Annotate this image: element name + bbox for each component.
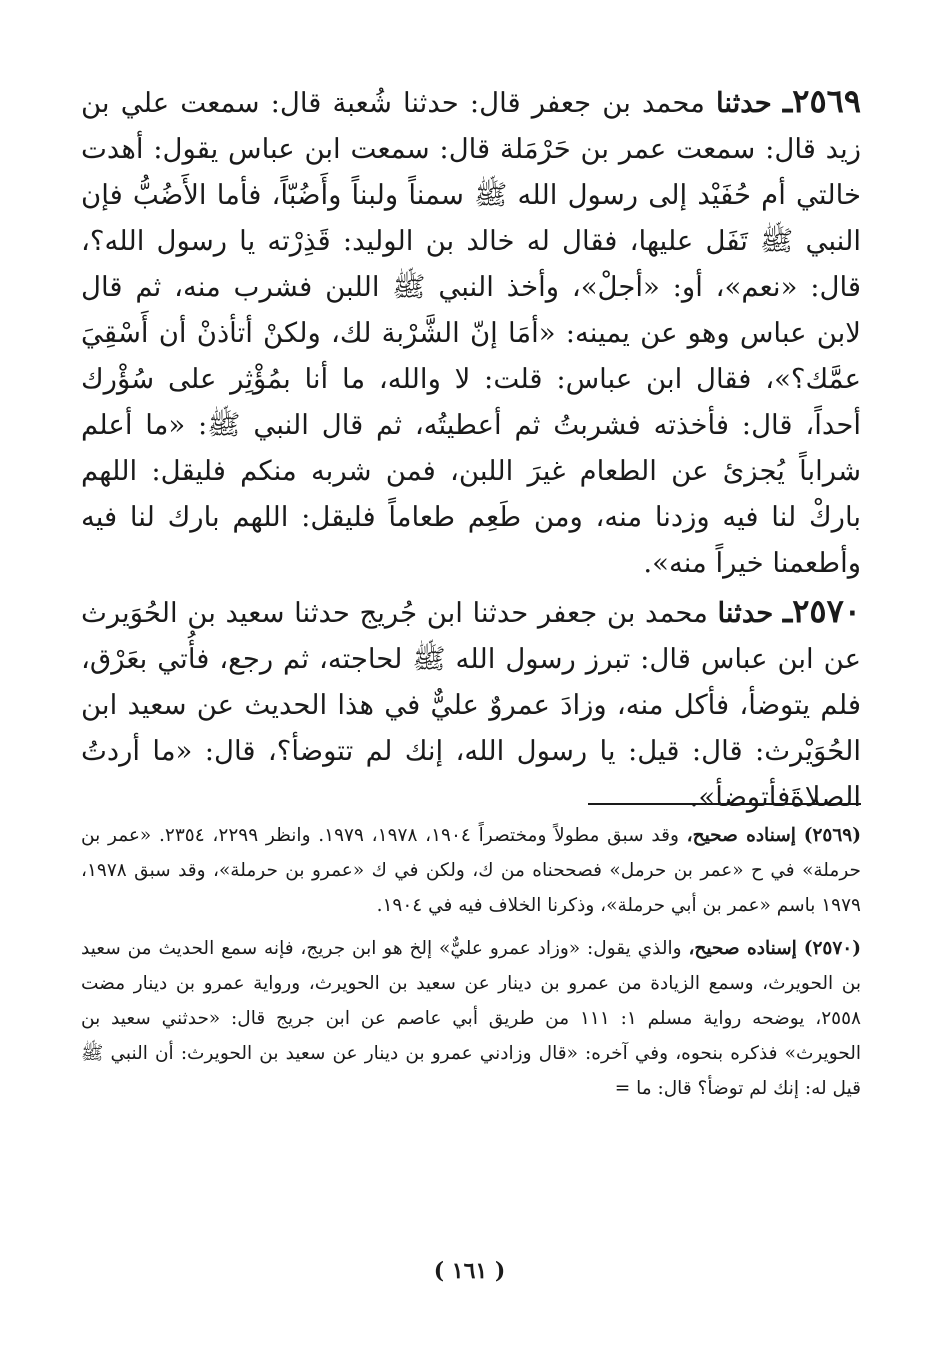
footnote-tag: (٢٥٧٠)	[803, 938, 861, 959]
page-number: ( ١٦١ )	[433, 1258, 506, 1284]
main-text	[81, 78, 861, 820]
hadith-number: ٢٥٦٩ـ	[782, 82, 861, 120]
footnote-2570	[81, 931, 861, 1106]
footnote-separator	[588, 803, 861, 805]
hadith-opening: حدثنا	[715, 87, 772, 119]
footnote-verdict: إسناده صحيح،	[688, 938, 797, 959]
footnote-verdict: إسناده صحيح،	[686, 825, 796, 846]
footnotes	[81, 818, 861, 1114]
hadith-2569	[81, 78, 861, 586]
hadith-body: محمد بن جعفر حدثنا ابن جُريج حدثنا سعيد بن الحُوَيرث عن ابن عباس قال: تبرز رسول الله ﷺ لحاجته، ثم رجع، فأُتي بعَرْق، فلم يتوضأ، فأكل منه، وزادَ عمروٌ عليٌّ في هذا الحديث عن سعيد ابن الحُوَيْرث: قال: قيل: يا رسول الله، إنك لم تتوضأ؟، قال: «ما أردتُ الصلاةَفأتوضأ».	[81, 597, 861, 813]
footnote-body: وقد سبق مطولاً ومختصراً ١٩٠٤، ١٩٧٨، ١٩٧٩. وانظر ٢٢٩٩، ٢٣٥٤. «عمر بن حرملة» في ح «عمر بن حرمل» فصححناه من ك، ولكن في ك «عمرو بن حرملة»، وقد سبق ١٩٧٨، ١٩٧٩ باسم «عمر بن أبي حرملة»، وذكرنا الخلاف فيه في ١٩٠٤.	[81, 825, 861, 916]
hadith-number: ٢٥٧٠ـ	[782, 592, 861, 630]
hadith-opening: حدثنا	[717, 597, 774, 629]
footnote-body: والذي يقول: «وزاد عمرو عليٌّ» إلخ هو ابن جريج، فإنه سمع الحديث من سعيد بن الحويرث، وسمع الزيادة من عمرو بن دينار عن سعيد بن الحويرث، ورواية عمرو بن دينار مضت ٢٥٥٨، يوضحه رواية مسلم ١: ١١١ من طريق أبي عاصم عن ابن جريج قال: «حدثني سعيد بن الحويرث» فذكره بنحوه، وفي آخره: «قال وزادني عمرو بن دينار عن سعيد بن الحويرث: أن النبي ﷺ قيل له: إنك لم توضأ؟ قال: ما =	[81, 938, 861, 1099]
hadith-body: محمد بن جعفر قال: حدثنا شُعبة قال: سمعت علي بن زيد قال: سمعت عمر بن حَرْمَلة قال: سمعت ابن عباس يقول: أهدت خالتي أم حُفَيْد إلى رسول الله ﷺ سمناً ولبناً وأَضُبّاً، فأما الأَضُبُّ فإن النبي ﷺ تَفَل عليها، فقال له خالد بن الوليد: قَذِرْته يا رسول الله؟، قال: «نعم»، أو: «أجلْ»، وأخذ النبي ﷺ اللبن فشرب منه، ثم قال لابن عباس وهو عن يمينه: «أمَا إنّ الشَّرْبة لك، ولكنْ أتأذنْ أن أَسْقِيَ عمَّك؟»، فقال ابن عباس: قلت: لا والله، ما أنا بمُؤْثِر على سُؤْرك أحداً، قال: فأخذته فشربتُ ثم أعطيتُه، ثم قال النبي ﷺ: «ما أعلم شراباً يُجزئ عن الطعام غيرَ اللبن، فمن شربه منكم فليقل: اللهم باركْ لنا فيه وزدنا منه، ومن طَعِم طعاماً فليقل: اللهم بارك لنا فيه وأطعمنا خيراً منه».	[81, 87, 861, 579]
footnote-tag: (٢٥٦٩)	[803, 825, 861, 846]
hadith-2570	[81, 588, 861, 820]
footnote-2569	[81, 818, 861, 923]
